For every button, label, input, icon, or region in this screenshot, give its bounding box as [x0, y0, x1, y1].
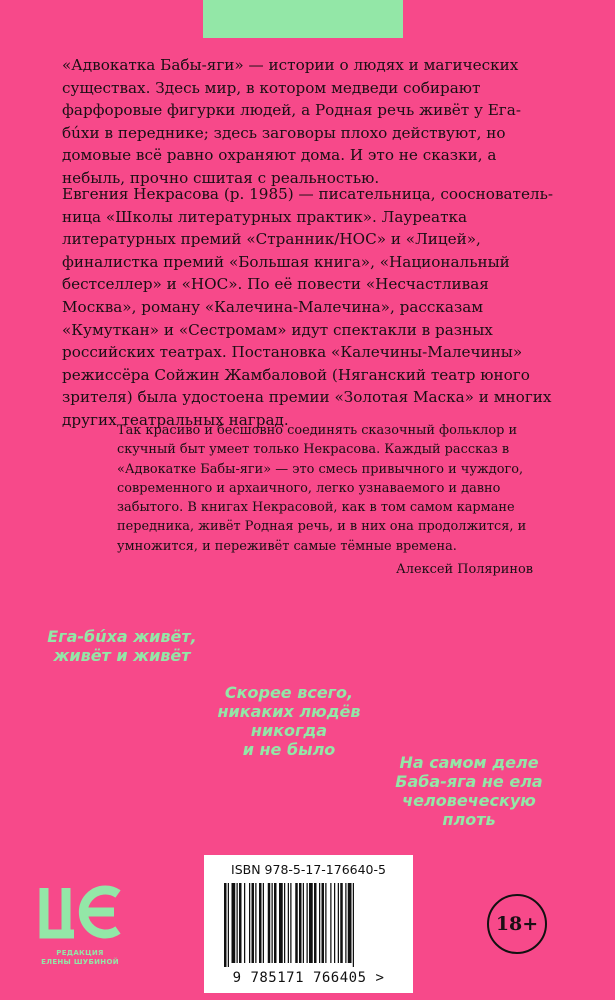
- publisher-caption: РЕДАКЦИЯ ЕЛЕНЫ ШУБИНОЙ: [41, 949, 119, 966]
- isbn-label: ISBN 978-5-17-176640-5: [231, 862, 386, 877]
- barcode-icon: [222, 883, 396, 967]
- tagline-2: Скорее всего, никаких людёв никогда и не было: [217, 683, 361, 759]
- blurb-quote: Так красиво и бесшовно соединять сказочный фольклор и скучный быт умеет только Некрасова. Каждый рассказ в «Адвокатке Бабы-яги» — это смесь привычного и чуждого, современного и архаичного, легко узнаваемого и давно забытого. В книгах Некрасовой, как в том самом кармане передника, живёт Родная речь, и в них она продолжится, и умножится, и переживёт самые тёмные времена.: [117, 423, 527, 554]
- author-bio-paragraph: Евгения Некрасова (р. 1985) — писательница, соосновательница «Школы литературных практик». Лауреатка литературных премий «Странник/НОС» и «Лицей», финалистка премий «Большая книга», «Национальный бестселлер» и «НОС». По её повести «Несчастливая Москва», роману «Калечина-Малечина», рассказам «Кумуткан» и «Сестромам» идут спектакли в разных российских театрах. Постановка «Калечины-Малечины» режиссёра Сойжин Жамбаловой (Няганский театр юного зрителя) была удостоена премии «Золотая Маска» и многих других театральных наград.: [62, 185, 553, 429]
- annotation-paragraph: «Адвокатка Бабы-яги» — истории о людях и магических существах. Здесь мир, в котором медведи собирают фарфоровые фигурки людей, а Родная речь живёт у Ега-бúхи в переднике; здесь заговоры плохо действуют, но домовые всё равно охраняют дома. И это не сказки, а небыль, прочно сшитая с реальностью.: [62, 56, 521, 187]
- age-rating-badge: 18+: [487, 894, 547, 954]
- tagline-3: На самом деле Баба-яга не ела человеческую плоть: [395, 753, 543, 829]
- barcode-digits: 9 785171 766405 >: [232, 970, 385, 986]
- top-green-tab: [203, 0, 403, 38]
- blurb-author: Алексей Поляринов: [396, 562, 533, 577]
- publisher-logo-icon: [38, 884, 122, 944]
- barcode-block: [204, 855, 413, 993]
- tagline-1: Ега-бúха живёт, живёт и живёт: [47, 627, 197, 665]
